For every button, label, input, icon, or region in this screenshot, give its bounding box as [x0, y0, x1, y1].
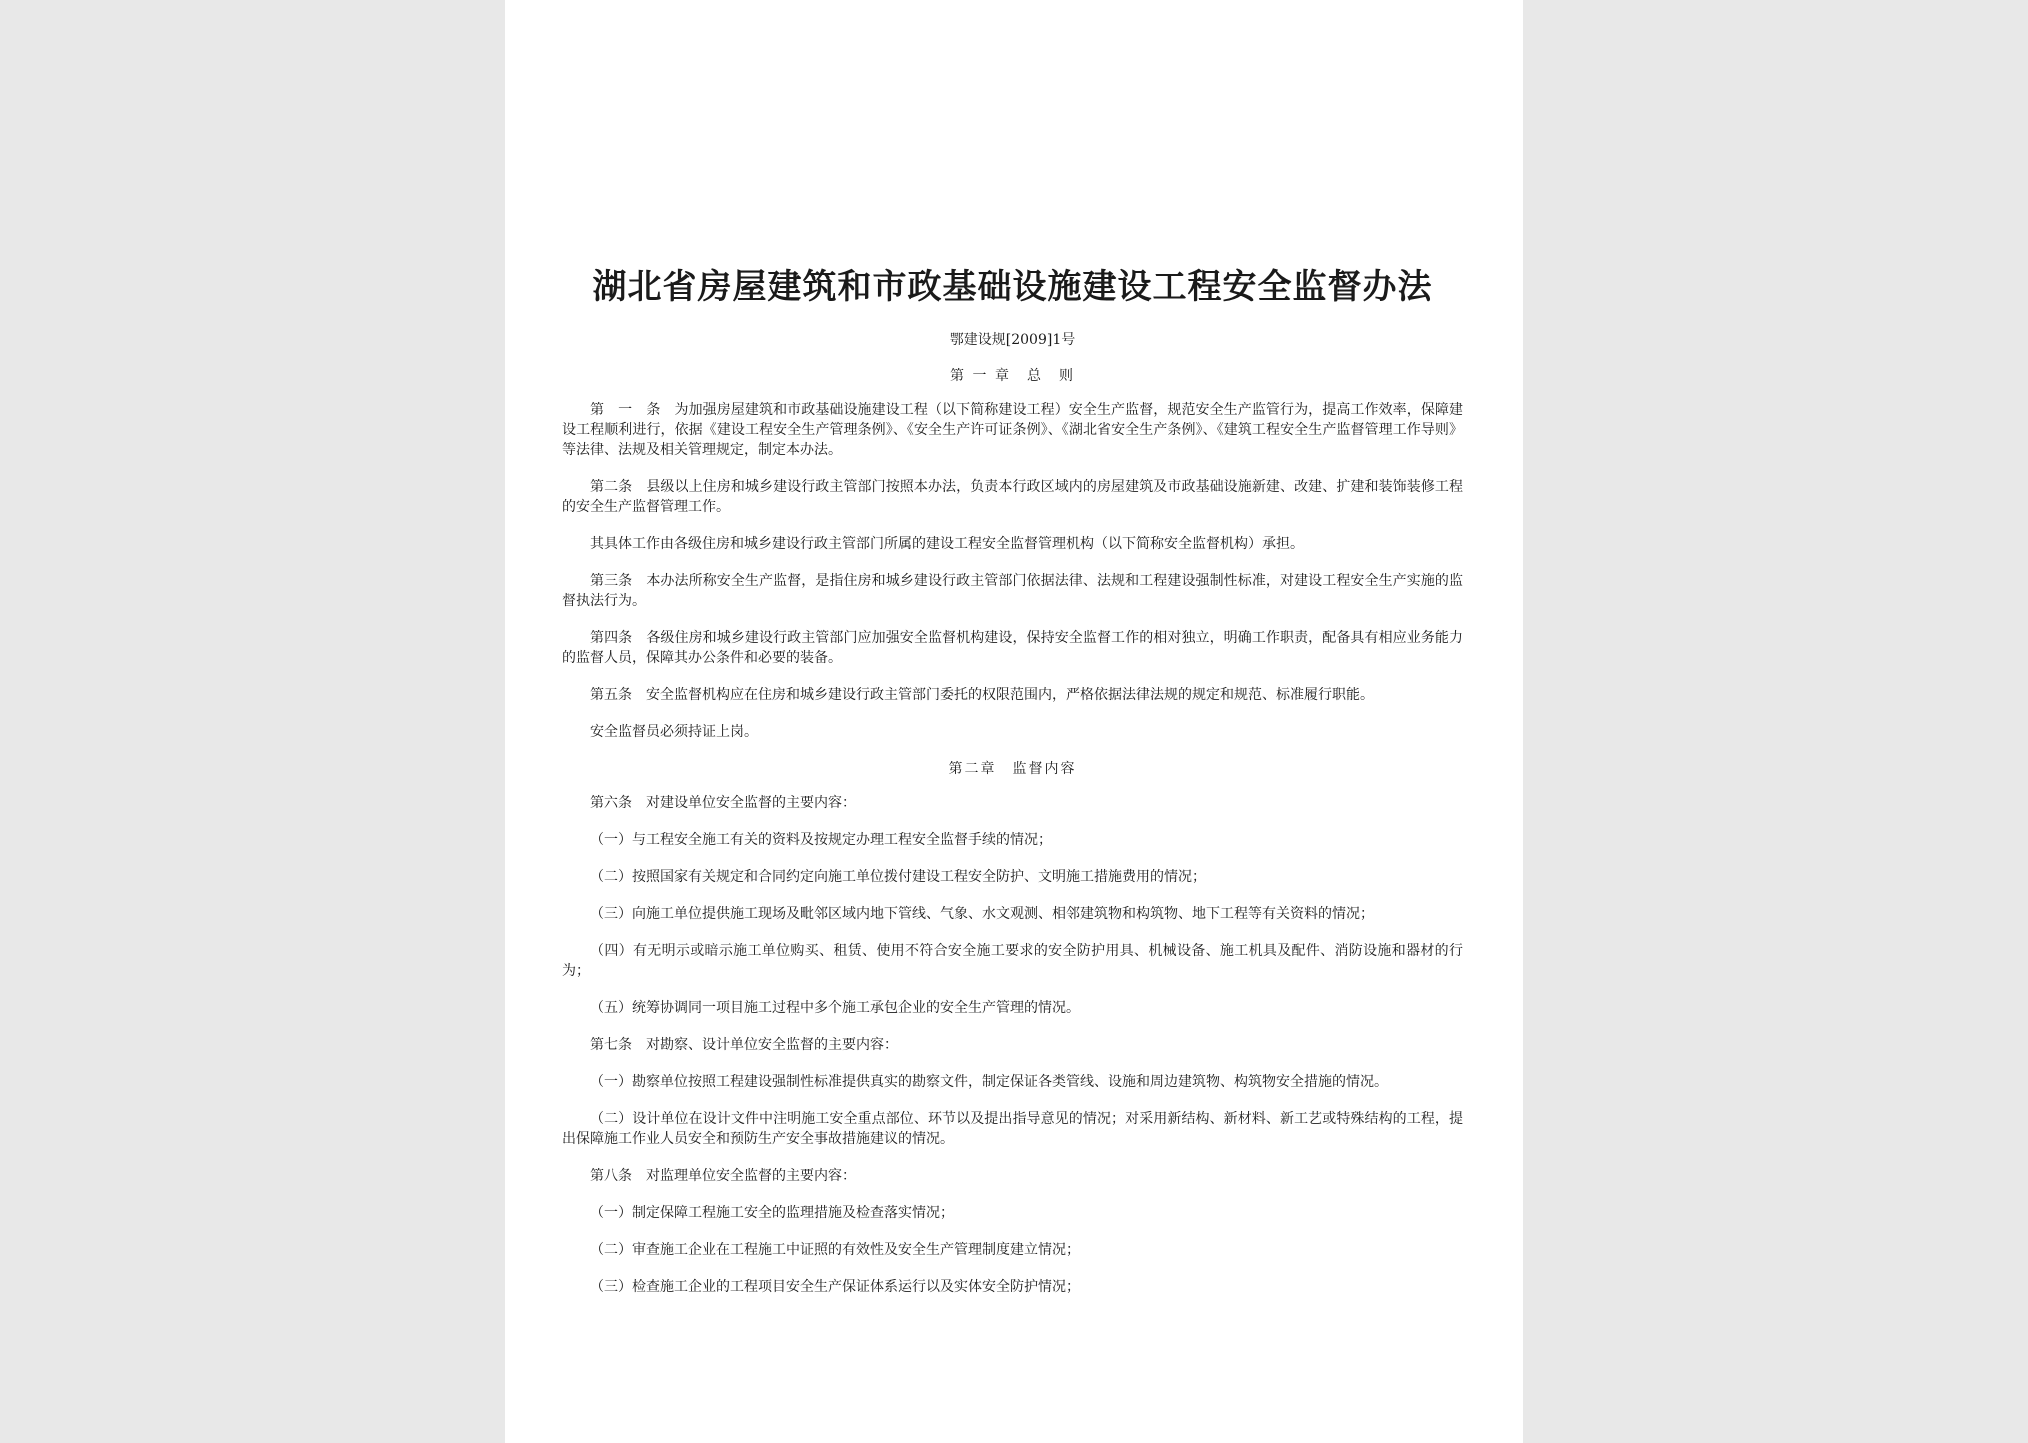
article-3: 第三条 本办法所称安全生产监督，是指住房和城乡建设行政主管部门依据法律、法规和工程建设强制性标准，对建设工程安全生产实施的监督执法行为。 — [562, 573, 1463, 609]
article-1: 第 一 条 为加强房屋建筑和市政基础设施建设工程（以下简称建设工程）安全生产监督，规范安全生产监管行为，提高工作效率，保障建设工程顺利进行，依据《建设工程安全生产管理条例》、《安全生产许可证条例》、《湖北省安全生产条例》、《建筑工程安全生产监督管理工作导则》等法律、法规及相关管理规定，制定本办法。 — [562, 402, 1463, 458]
article-8-item-3: （三）检查施工企业的工程项目安全生产保证体系运行以及实体安全防护情况； — [590, 1279, 1080, 1295]
chapter-1-body — [562, 400, 1463, 742]
article-2: 第二条 县级以上住房和城乡建设行政主管部门按照本办法，负责本行政区域内的房屋建筑及市政基础设施新建、改建、扩建和装饰装修工程的安全生产监督管理工作。 — [562, 479, 1463, 515]
chapter-2-body — [562, 793, 1463, 1297]
article-8-item-1: （一）制定保障工程施工安全的监理措施及检查落实情况； — [590, 1205, 954, 1221]
article-7-item-2: （二）设计单位在设计文件中注明施工安全重点部位、环节以及提出指导意见的情况；对采用新结构、新材料、新工艺或特殊结构的工程，提出保障施工作业人员安全和预防生产安全事故措施建议的情况。 — [562, 1111, 1463, 1147]
article-6-item-1: （一）与工程安全施工有关的资料及按规定办理工程安全监督手续的情况； — [590, 832, 1052, 848]
article-6: 第六条 对建设单位安全监督的主要内容： — [590, 795, 856, 811]
article-2-note: 其具体工作由各级住房和城乡建设行政主管部门所属的建设工程安全监督管理机构（以下简称安全监督机构）承担。 — [590, 536, 1304, 552]
article-8-item-2: （二）审查施工企业在工程施工中证照的有效性及安全生产管理制度建立情况； — [590, 1242, 1080, 1258]
article-8: 第八条 对监理单位安全监督的主要内容： — [590, 1168, 856, 1184]
article-6-item-2: （二）按照国家有关规定和合同约定向施工单位拨付建设工程安全防护、文明施工措施费用的情况； — [590, 869, 1206, 885]
document-title: 湖北省房屋建筑和市政基础设施建设工程安全监督办法 — [592, 267, 1433, 307]
article-7-item-1: （一）勘察单位按照工程建设强制性标准提供真实的勘察文件，制定保证各类管线、设施和周边建筑物、构筑物安全措施的情况。 — [590, 1074, 1388, 1090]
chapter-heading: 第二章 监督内容 — [948, 761, 1077, 777]
chapter-heading: 第 一 章 总 则 — [950, 368, 1075, 384]
document-page — [505, 0, 1523, 1443]
article-6-item-4: （四）有无明示或暗示施工单位购买、租赁、使用不符合安全施工要求的安全防护用具、机械设备、施工机具及配件、消防设施和器材的行为； — [562, 943, 1463, 979]
article-6-item-5: （五）统筹协调同一项目施工过程中多个施工承包企业的安全生产管理的情况。 — [590, 1000, 1080, 1016]
article-5: 第五条 安全监督机构应在住房和城乡建设行政主管部门委托的权限范围内，严格依据法律法规的规定和规范、标准履行职能。 — [590, 687, 1374, 703]
article-4: 第四条 各级住房和城乡建设行政主管部门应加强安全监督机构建设，保持安全监督工作的相对独立，明确工作职责，配备具有相应业务能力的监督人员，保障其办公条件和必要的装备。 — [562, 630, 1463, 666]
article-6-item-3: （三）向施工单位提供施工现场及毗邻区域内地下管线、气象、水文观测、相邻建筑物和构筑物、地下工程等有关资料的情况； — [590, 906, 1374, 922]
article-5-note: 安全监督员必须持证上岗。 — [590, 724, 758, 740]
document-number: 鄂建设规[2009]1号 — [949, 332, 1076, 348]
article-7: 第七条 对勘察、设计单位安全监督的主要内容： — [590, 1037, 898, 1053]
